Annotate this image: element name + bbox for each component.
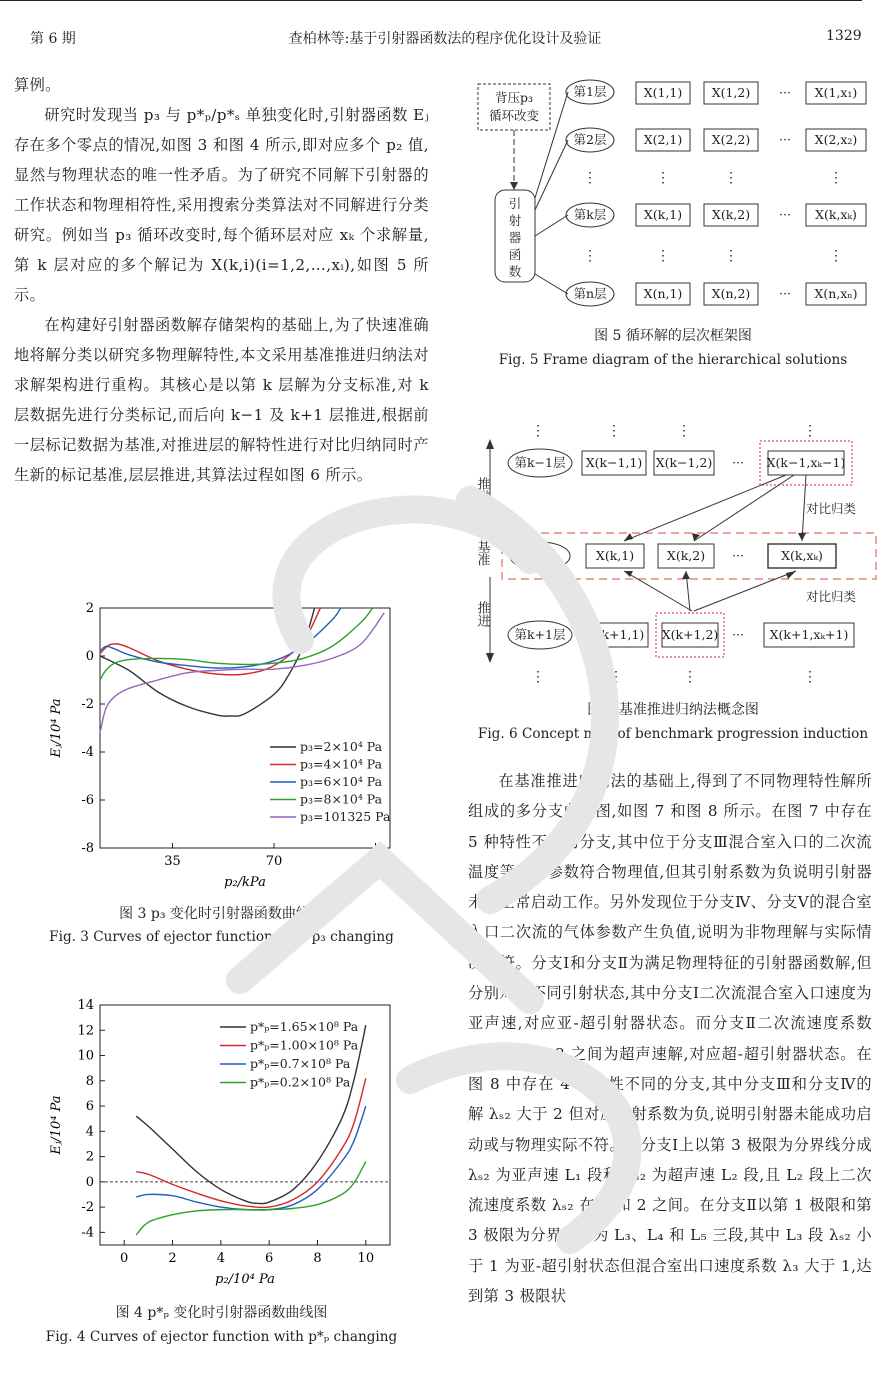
connector: [535, 215, 568, 236]
fig5-caption-en: Fig. 5 Frame diagram of the hierarchical solutions: [498, 352, 848, 368]
svg-text:⋮: ⋮: [829, 248, 843, 264]
x-tick-label: 2: [168, 1251, 177, 1266]
box-char: 射: [508, 213, 522, 228]
layer-label: 第n层: [573, 286, 607, 301]
svg-text:⋮: ⋮: [656, 248, 670, 264]
cell: X(n,xₙ): [814, 286, 858, 301]
ellipsis-row: [583, 170, 843, 186]
x-tick-label: 4: [216, 1251, 225, 1266]
connector: [535, 92, 568, 198]
cell: X(1,2): [711, 85, 751, 100]
svg-text:⋮: ⋮: [583, 170, 597, 186]
cell: X(k,2): [711, 207, 751, 222]
y-tick-label: -6: [81, 793, 94, 808]
x-tick-label: 6: [265, 1251, 274, 1266]
legend-label: p₃=2×10⁴ Pa: [300, 739, 383, 754]
legend-label: p*ₚ=1.65×10⁸ Pa: [250, 1019, 359, 1034]
fig5-row: [636, 204, 866, 226]
issue-number: 第 6 期: [30, 31, 76, 47]
svg-text:···: ···: [779, 132, 791, 147]
y-axis-label: Eⱼ/10⁴ Pa: [49, 1095, 64, 1155]
paragraph: 算例。: [14, 76, 61, 94]
cell: X(k−1,2): [655, 455, 713, 470]
box-char: 函: [508, 247, 522, 262]
compare-label: 对比归类: [806, 589, 857, 604]
side-label: 推进: [474, 601, 490, 627]
fig5-row: [636, 129, 866, 151]
layer-label: 第k−1层: [514, 455, 566, 470]
y-tick-label: 8: [85, 1073, 94, 1089]
svg-text:⋮: ⋮: [724, 248, 738, 264]
cell: X(k,2): [666, 548, 706, 563]
cell: X(2,1): [643, 132, 683, 147]
x-axis-label: p₂/kPa: [224, 875, 266, 890]
cell: X(1,x₁): [814, 85, 858, 100]
fig5-caption-cn: 图 5 循环解的层次框架图: [594, 328, 752, 344]
svg-text:⋮: ⋮: [607, 423, 621, 439]
cell: X(2,x₂): [814, 132, 858, 147]
side-label: 基准: [474, 540, 490, 566]
x-axis-label: p₂/10⁴ Pa: [215, 1272, 275, 1287]
paragraph: 在构建好引射器函数解存储架构的基础上,为了快速准确地将解分类以研究多物理解特性,本文采用基准推进归纳法对求解架构进行重构。其核心是以第 k 层解为分支标准,对 k 层数据先进行分类标记,而后向 k−1 及 k+1 层推进,根据前一层标记数据为基准,对推进层的解特性进行对比归纳同时产生新的标记基准,层层推进,其算法过程如图 6 所示。: [14, 316, 429, 484]
legend-label: p*ₚ=0.2×10⁸ Pa: [250, 1074, 351, 1090]
compare-label: 对比归类: [806, 501, 857, 516]
y-tick-label: 10: [77, 1048, 94, 1064]
fig4-caption-cn: 图 4 p*ₚ 变化时引射器函数曲线图: [115, 1305, 328, 1321]
y-tick-label: 4: [85, 1124, 94, 1140]
layer-label: 第k层: [523, 548, 557, 563]
svg-text:···: ···: [732, 548, 744, 563]
cell: X(1,1): [643, 85, 683, 100]
svg-text:···: ···: [732, 455, 744, 470]
x-tick-label: 70: [265, 854, 283, 869]
compare-arrows: [624, 475, 806, 611]
x-tick-label: 10: [357, 1251, 375, 1266]
legend-label: p*ₚ=1.00×10⁸ Pa: [250, 1037, 359, 1053]
y-tick-label: -8: [81, 841, 94, 856]
svg-text:⋮: ⋮: [531, 423, 545, 439]
fig3-caption-cn: 图 3 p₃ 变化时引射器函数曲线图: [119, 906, 324, 922]
fig5-diagram: [468, 70, 878, 320]
y-tick-label: 12: [77, 1023, 94, 1039]
svg-text:⋮: ⋮: [803, 669, 817, 685]
paragraph: 在基准推进归纳法的基础上,得到了不同物理特性解所组成的多分支曲线图,如图 7 和图 8 所示。在图 7 中存在 5 种特性不同的分支,其中位于分支Ⅲ混合室入口的二次流温度等气体参数符合物理值,但其引射系数为负说明引射器未能正常启动工作。另外发现位于分支Ⅳ、分支Ⅴ的混合室入口二次流的气体参数产生负值,说明为非物理解与实际情况不符。分支Ⅰ和分支Ⅱ为满足物理特征的引射器函数解,但分别对应不同引射状态,其中分支Ⅰ二次流混合室入口速度为亚声速,对应亚-超引射器状态。而分支Ⅱ二次流速度系数 λₛ₂ 在 1 和 2 之间为超声速解,对应超-超引射器状态。在图 8 中存在 4 种特性不同的分支,其中分支Ⅲ和分支Ⅳ的解 λₛ₂ 大于 2 但对应引射系数为负,说明引射器未能成功启动或与物理实际不符。在分支Ⅰ上以第 3 极限为分界线分成 λₛ₂ 为亚声速 L₁ 段和 λₛ₂ 为超声速 L₂ 段,且 L₂ 段上二次流速度系数 λₛ₂ 在 1 和 2 之间。在分支Ⅱ以第 1 极限和第 3 极限为分界线分为 L₃、L₄ 和 L₅ 三段,其中 L₃ 段 λₛ₂ 小于 1 为亚-超引射状态但混合室出口速度系数 λ₃ 大于 1,达到第 3 极限状: [468, 772, 872, 1306]
svg-text:···: ···: [732, 627, 744, 642]
layer-label: 第1层: [573, 84, 607, 99]
fig4-chart: [20, 995, 435, 1295]
svg-text:⋮: ⋮: [724, 170, 738, 186]
y-tick-label: -2: [81, 697, 94, 712]
arrow-head: [510, 182, 518, 190]
svg-text:···: ···: [779, 286, 791, 301]
box-char: 引: [508, 196, 522, 211]
fig4-caption-en: Fig. 4 Curves of ejector function with p*ₚ changing: [45, 1329, 398, 1345]
box-text: 背压p₃: [494, 90, 534, 105]
running-title: 查柏林等:基于引射器函数法的程序优化设计及验证: [288, 31, 602, 47]
y-tick-label: 0: [85, 1174, 94, 1190]
connector: [535, 274, 568, 294]
x-tick-label: 0: [120, 1251, 129, 1266]
series-line: [136, 1078, 366, 1207]
svg-text:⋮: ⋮: [656, 170, 670, 186]
y-tick-label: 0: [85, 649, 94, 664]
cell: X(k,xₖ): [781, 548, 823, 563]
side-label: 推进: [474, 477, 490, 503]
y-tick-label: -4: [81, 745, 94, 760]
cell: X(n,1): [643, 286, 683, 301]
cell: X(k,xₖ): [815, 207, 857, 222]
svg-text:⋮: ⋮: [829, 170, 843, 186]
svg-text:⋮: ⋮: [583, 248, 597, 264]
series-line: [136, 1162, 366, 1235]
paragraph: 研究时发现当 p₃ 与 p*ₚ/p*ₛ 单独变化时,引射器函数 Eⱼ 存在多个零点的情况,如图 3 和图 4 所示,即对应多个 p₂ 值,显然与物理状态的唯一性矛盾。为了研究不同解下引射器的工作状态和物理相符性,采用搜索分类算法对不同解进行分类研究。例如当 p₃ 循环改变时,每个循环层对应 xₖ 个求解量,第 k 层对应的多个解记为 X(k,i)(i=1,2,…,xᵢ),如图 5 所示。: [14, 106, 429, 304]
svg-text:···: ···: [779, 207, 791, 222]
svg-text:⋮: ⋮: [677, 423, 691, 439]
cell: X(k−1,xₖ−1): [766, 455, 846, 470]
x-tick-label: 35: [164, 854, 181, 869]
y-tick-label: -2: [81, 1200, 94, 1216]
ellipsis-row: [531, 669, 817, 685]
page-number: 1329: [826, 28, 862, 44]
cell: X(k−1,1): [585, 455, 643, 470]
y-axis-label: Eⱼ/10⁴ Pa: [49, 698, 64, 758]
x-tick-label: 8: [313, 1251, 322, 1266]
svg-text:⋮: ⋮: [609, 669, 623, 685]
svg-text:···: ···: [779, 85, 791, 100]
svg-text:⋮: ⋮: [531, 669, 545, 685]
fig6-caption-cn: 图 6 基准推进归纳法概念图: [587, 702, 759, 718]
fig5-row: [636, 283, 866, 305]
ellipsis-row: [531, 423, 817, 439]
cell: X(k,1): [643, 207, 683, 222]
y-tick-label: 2: [85, 1149, 94, 1165]
svg-text:⋮: ⋮: [683, 669, 697, 685]
cell: X(k,1): [595, 548, 635, 563]
legend-label: p₃=8×10⁴ Pa: [300, 791, 383, 807]
cell: X(k+1,xₖ+1): [769, 627, 849, 642]
box-char: 器: [508, 230, 522, 245]
svg-text:⋮: ⋮: [803, 423, 817, 439]
y-tick-label: 2: [85, 601, 94, 616]
cell: X(n,2): [711, 286, 751, 301]
fig6-diagram: [468, 415, 878, 695]
layer-label: 第k+1层: [514, 627, 566, 642]
y-tick-label: 14: [77, 998, 94, 1013]
cell: X(k+1,1): [587, 627, 645, 642]
layer-label: 第k层: [573, 207, 607, 222]
cell: X(k+1,2): [661, 627, 719, 642]
y-tick-label: -4: [81, 1225, 94, 1241]
legend-label: p₃=6×10⁴ Pa: [300, 774, 383, 789]
layer-label: 第2层: [573, 132, 607, 147]
connector: [535, 140, 568, 210]
fig3-caption-en: Fig. 3 Curves of ejector function with p₃ changing: [49, 929, 394, 945]
series-line: [136, 1106, 366, 1210]
series-line: [100, 608, 320, 675]
fig3-chart: [20, 595, 435, 895]
left-text-block: [14, 70, 429, 490]
fig6-caption-en: Fig. 6 Concept map of benchmark progression induction: [477, 726, 869, 742]
ellipsis-row: [583, 248, 843, 264]
box-char: 数: [508, 264, 522, 279]
fig5-row: [636, 82, 866, 104]
box-text: 循环改变: [488, 108, 540, 123]
legend-label: p₃=4×10⁴ Pa: [300, 756, 383, 772]
y-tick-label: 6: [85, 1099, 94, 1115]
header-rule: [0, 0, 862, 1]
x-tick-label: 105: [363, 854, 388, 869]
legend-label: p₃=101325 Pa: [300, 809, 391, 824]
cell: X(2,2): [711, 132, 751, 147]
legend-label: p*ₚ=0.7×10⁸ Pa: [250, 1056, 351, 1071]
